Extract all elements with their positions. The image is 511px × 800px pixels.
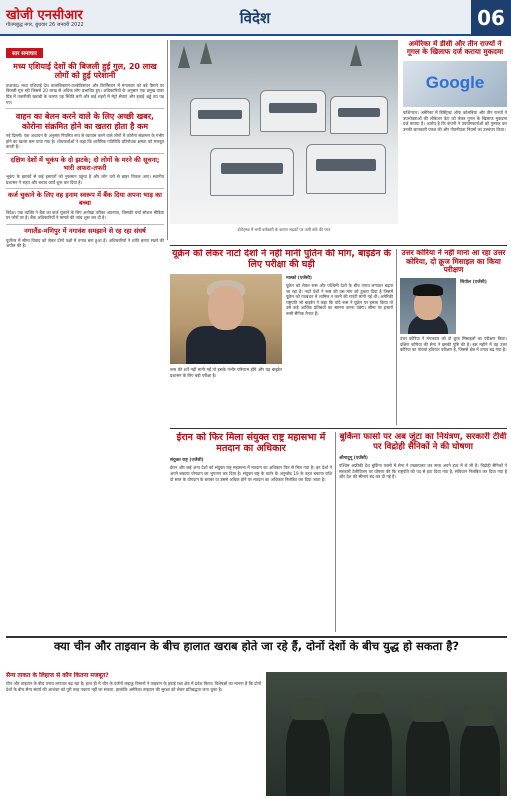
car-shape	[330, 96, 388, 134]
google-logo-photo	[403, 61, 507, 107]
brief-headline-1: मध्य एशियाई देशों की बिजली हुई गुल, 20 लाख लोगों को हुई परेशानी	[13, 62, 157, 81]
brief-body-1: ताशकंद। मध्य एशियाई देश कजाकिस्तान-उज्बेकिस्तान और किर्गिस्तान में मंगलवार को बड़े पैमाने पर बिजली गुल रही जिससे 20 लाख से अधिक लोग प्रभावित हुए। अधिकारियों के अनुसार एक प्रमुख पावर ग्रिड में तकनीकी खराबी के कारण यह स्थिति बनी और कई शहरों में मेट्रो सेवाएं और हवाई अड्डे ठप पड़ गए।	[6, 82, 164, 105]
china-taiwan-body: चीन और ताइवान के बीच तनाव लगातार बढ़ रहा है। हाल ही में चीन के दर्जनों लड़ाकू विमानों ने ताइवान के हवाई रक्षा क्षेत्र में प्रवेश किया। विशेषज्ञों का मानना है कि दोनों देशों के बीच सैन्य संघर्ष की आशंका को पूरी तरह नकारा नहीं जा सकता, हालांकि अमेरिका ताइवान की सुरक्षा को लेकर प्रतिबद्धता जता चुका है।	[6, 681, 261, 692]
tree-shape	[350, 44, 362, 66]
page-number: 06	[471, 0, 511, 36]
column-divider	[167, 40, 168, 240]
car-shape	[260, 90, 326, 132]
car-shape	[210, 148, 294, 196]
section-title: विदेश	[239, 9, 271, 27]
missile-text-top	[460, 278, 507, 334]
brief-headline-4: कर्ज चुकाने के लिए वह इनाम स्वरूप में बैंक दिया अपना भाड़ का बच्चा	[8, 191, 162, 208]
divider	[6, 224, 164, 225]
soldier-shape	[406, 714, 450, 796]
google-logo-text: Google	[425, 72, 485, 92]
divider	[6, 153, 164, 154]
brief-headline-2: वाहन का बेलन करने वाले के लिए अच्छी खबर, कोरोना संक्रमित होने का खतरा होता है कम	[15, 112, 155, 131]
column-divider	[335, 432, 336, 632]
putin-photo	[170, 274, 282, 364]
section-tag: सार समाचार	[6, 48, 43, 58]
putin-body: यूक्रेन को लेकर रूस और पश्चिमी देशों के बीच तनाव लगातार बढ़ता जा रहा है। नाटो देशों ने रूस की उस मांग को ठुकरा दिया है जिसमें यूक्रेन को गठबंधन में शामिल न करने की गारंटी मांगी गई थी। अमेरिकी राष्ट्रपति जो बाइडेन ने कहा कि यदि रूस ने यूक्रेन पर हमला किया तो उसे कड़े आर्थिक प्रतिबंधों का सामना करना पड़ेगा। सीमा पर हजारों रूसी सैनिक तैनात हैं।	[286, 282, 393, 316]
google-story	[403, 40, 507, 242]
putin-quote: रूस की शर्तें नहीं मानी गईं तो इसके गंभीर परिणाम होंगे और यह बाइडेन प्रशासन के लिए बड़ी परीक्षा है।	[170, 366, 282, 378]
brief-headline-5: नगालैंड-मणिपुर में नगावंश समझाने से रह रहा संघर्ष	[24, 226, 146, 235]
burkina-byline: औगादुगू (एजेंसी)	[339, 456, 368, 462]
helmet-shape	[464, 706, 494, 726]
google-headline: अमेरिका में डीसी और तीन राज्यों ने गूगल के खिलाफ दर्ज कराया मुकदमा	[406, 40, 504, 57]
soldier-shape	[286, 712, 330, 796]
troops-photo	[266, 672, 507, 796]
brief-body-3: भूकंप के झटकों से कई इमारतों को नुकसान पहुंचा है और लोग घरों से बाहर निकल आए। स्थानीय प्रशासन ने राहत और बचाव कार्य शुरू कर दिया है।	[6, 174, 164, 185]
soldier-shape	[344, 706, 392, 796]
tree-shape	[178, 46, 190, 68]
missile-story	[400, 249, 507, 425]
news-brief-column	[6, 40, 164, 630]
section-rule	[170, 428, 507, 429]
lead-photo-caption: डोनेट्स्क में भारी बर्फबारी के कारण सड़कों पर जमी बर्फ की परत	[237, 227, 331, 232]
putin-headline: यूक्रेन को लेकर नाटो देशों ने नहीं मानी पुतिन की मांग, बाइडेन के लिए परीक्षा की घड़ी	[172, 249, 391, 270]
putin-quote-box	[170, 367, 282, 415]
suit-shape	[186, 326, 266, 364]
google-body: वाशिंगटन। अमेरिका में डिस्ट्रिक्ट ऑफ कोलंबिया और तीन राज्यों ने उपभोक्ताओं की लोकेशन डेटा को लेकर गूगल के खिलाफ मुकदमा दर्ज कराया है। आरोप है कि कंपनी ने उपयोगकर्ताओं को गुमराह कर उनकी जानकारी एकत्र की और गोपनीयता नियमों का उल्लंघन किया।	[403, 109, 507, 132]
dateline: गौतमबुद्ध नगर, बुधवार 26 जनवरी 2022	[6, 22, 84, 28]
newspaper-logo: खोजी एनसीआर	[6, 8, 83, 23]
divider	[6, 108, 164, 109]
brief-headline-3: दक्षिण देशों में भूकंप के दो झटके; दो लोगों के मरने की सूचना; भारी अफरा-तफरी	[10, 155, 160, 172]
iran-byline: संयुक्त राष्ट्र (एजेंसी)	[170, 458, 204, 464]
brief-body-5: पूर्वोत्तर में सीमा विवाद को लेकर दोनों पक्षों में तनाव बना हुआ है। अधिकारियों ने शांति बनाए रखने की अपील की है।	[6, 237, 164, 249]
helmet-shape	[292, 698, 324, 720]
car-shape	[190, 98, 250, 136]
kim-photo	[400, 278, 456, 334]
section-rule	[170, 245, 507, 246]
missile-byline: सियोल (एजेंसी)	[460, 280, 487, 286]
divider	[6, 188, 164, 189]
burkina-story	[339, 432, 507, 632]
tree-shape	[200, 42, 212, 64]
iran-story	[170, 432, 332, 632]
brief-body-2: नई दिल्ली। एक अध्ययन के अनुसार नियमित रूप से व्यायाम करने वाले लोगों में कोरोना संक्रमण के गंभीर होने का खतरा कम पाया गया है। शोधकर्ताओं ने कहा कि शारीरिक गतिविधि प्रतिरोधक क्षमता को मजबूत करती है।	[6, 133, 164, 150]
burkina-body: पश्चिम अफ्रीकी देश बुर्किना फासो में सेना ने तख्तापलट कर सत्ता अपने हाथ में ले ली है। विद्रोही सैनिकों ने सरकारी टेलीविजन पर घोषणा की कि राष्ट्रपति को पद से हटा दिया गया है, संविधान निलंबित कर दिया गया है और देश की सीमाएं बंद कर दी गई हैं।	[339, 463, 507, 480]
helmet-shape	[412, 700, 444, 722]
iran-body: ईरान और कई अन्य देशों को संयुक्त राष्ट्र महासभा में मतदान का अधिकार फिर से मिल गया है। इन देशों ने अपने बकाया योगदान का भुगतान कर दिया है। संयुक्त राष्ट्र के चार्टर के अनुच्छेद 19 के तहत बकाया राशि दो साल के योगदान के बराबर या उससे अधिक होने पर मतदान का अधिकार निलंबित कर दिया जाता है।	[170, 465, 332, 482]
putin-story	[170, 249, 393, 425]
china-taiwan-text	[6, 672, 261, 796]
missile-body: उत्तर कोरिया ने मंगलवार को दो क्रूज मिसाइलों का परीक्षण किया। दक्षिण कोरिया की सेना ने इसकी पुष्टि की है। इस महीने में यह उत्तर कोरिया का पांचवां हथियार परीक्षण है, जिससे क्षेत्र में तनाव बढ़ गया है।	[400, 336, 507, 353]
section-rule	[6, 636, 507, 638]
hair-shape	[413, 284, 443, 296]
putin-byline: मास्को (एजेंसी)	[286, 275, 312, 281]
helmet-shape	[352, 692, 384, 714]
china-taiwan-headline-box	[6, 640, 507, 670]
putin-text-box	[286, 274, 393, 416]
china-taiwan-headline: क्या चीन और ताइवान के बीच हालात खराब होते जा रहे हैं, दोनों देशों के बीच युद्ध हो सकता है?	[53, 640, 459, 653]
burkina-headline: बुर्किना फासो पर अब जुंटा का नियंत्रण, सरकारी टीवी पर विद्रोही सैनिकों ने की घोषणा	[339, 432, 507, 453]
soldier-shape	[460, 720, 500, 796]
brief-body-4: विदेश। एक व्यक्ति ने बैंक का कर्ज चुकाने के लिए अनोखा तरीका अपनाया, जिसकी चर्चा सोशल मीडिया पर जोरों पर है। बैंक अधिकारियों ने मामले की जांच शुरू कर दी है।	[6, 209, 164, 221]
car-shape	[306, 144, 386, 194]
snow-cars-photo	[170, 40, 398, 224]
iran-headline: ईरान को फिर मिला संयुक्त राष्ट्र महासभा में मतदान का अधिकार	[176, 432, 326, 455]
lead-photo-caption-box	[170, 226, 398, 234]
column-divider	[396, 249, 397, 425]
face-shape	[208, 286, 244, 330]
missile-headline: उत्तर कोरिया ने नहीं माना आ रहा उत्तर कोरिया, दो क्रूज मिसाइल का किया परीक्षण	[401, 249, 506, 275]
masthead	[0, 0, 511, 36]
china-taiwan-subhead: सैन्य ताकत के लिहाज से कौन कितना मजबूत?	[6, 672, 109, 679]
